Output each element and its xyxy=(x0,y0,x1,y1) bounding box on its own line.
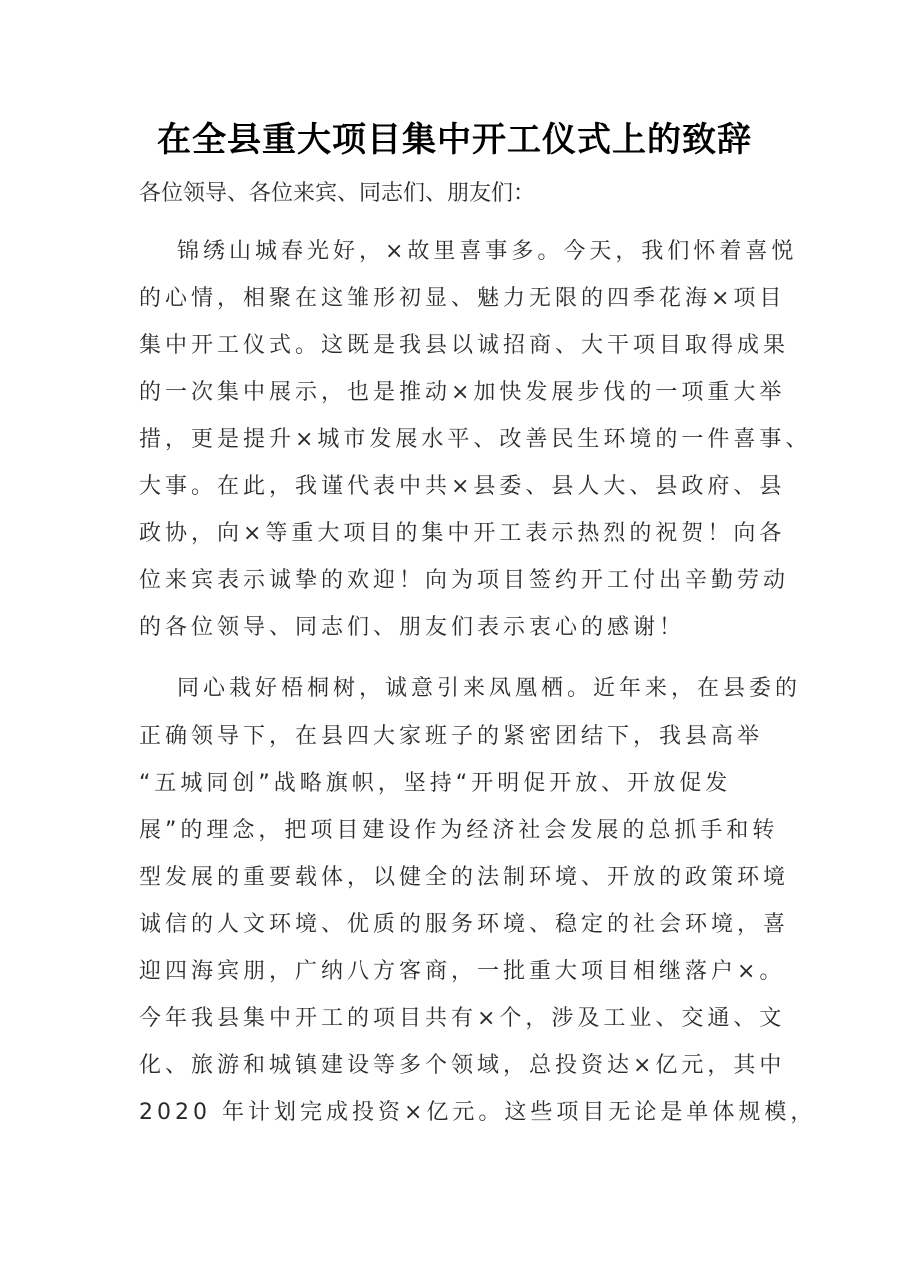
paragraph2-line: 2020 年计划完成投资×亿元。这些项目无论是单体规模， xyxy=(139,1100,817,1125)
paragraph2-line: 化、旅游和城镇建设等多个领域，总投资达×亿元，其中 xyxy=(139,1053,786,1078)
paragraph2-line: 正确领导下，在县四大家班子的紧密团结下，我县高举 xyxy=(139,724,764,749)
paragraph1-line: 大事。在此，我谨代表中共×县委、县人大、县政府、县 xyxy=(139,474,786,499)
paragraph2-line: 今年我县集中开工的项目共有×个，涉及工业、交通、文 xyxy=(139,1006,786,1031)
paragraph1-line: 措，更是提升×城市发展水平、改善民生环境的一件喜事、 xyxy=(139,427,812,452)
paragraph2-line: 迎四海宾朋，广纳八方客商，一批重大项目相继落户×。 xyxy=(139,959,786,984)
paragraph1-line: 位来宾表示诚挚的欢迎！向为项目签约开工付出辛勤劳动 xyxy=(139,568,790,593)
paragraph2-line: “五城同创”战略旗帜，坚持“开明促开放、开放促发 xyxy=(139,771,732,796)
paragraph1-line: 的各位领导、同志们、朋友们表示衷心的感谢！ xyxy=(139,615,686,640)
paragraph2-line: 同心栽好梧桐树，诚意引来凤凰栖。近年来，在县委的 xyxy=(177,676,802,701)
paragraph1-line: 的一次集中展示，也是推动×加快发展步伐的一项重大举 xyxy=(139,380,786,405)
paragraph2-line: 展”的理念，把项目建设作为经济社会发展的总抓手和转 xyxy=(139,818,779,843)
paragraph2-line: 型发展的重要载体，以健全的法制环境、开放的政策环境 xyxy=(139,865,790,890)
paragraph1-line: 政协，向×等重大项目的集中开工表示热烈的祝贺！向各 xyxy=(139,521,786,546)
paragraph2-line: 诚信的人文环境、优质的服务环境、稳定的社会环境，喜 xyxy=(139,912,790,937)
document-title: 在全县重大项目集中开工仪式上的致辞 xyxy=(157,120,752,160)
salutation: 各位领导、各位来宾、同志们、朋友们： xyxy=(139,181,536,206)
paragraph1-line: 的心情，相聚在这雏形初显、魅力无限的四季花海×项目 xyxy=(139,286,786,311)
paragraph1-line: 集中开工仪式。这既是我县以诚招商、大干项目取得成果 xyxy=(139,333,790,358)
paragraph1-line: 锦绣山城春光好，×故里喜事多。今天，我们怀着喜悦 xyxy=(177,239,798,264)
